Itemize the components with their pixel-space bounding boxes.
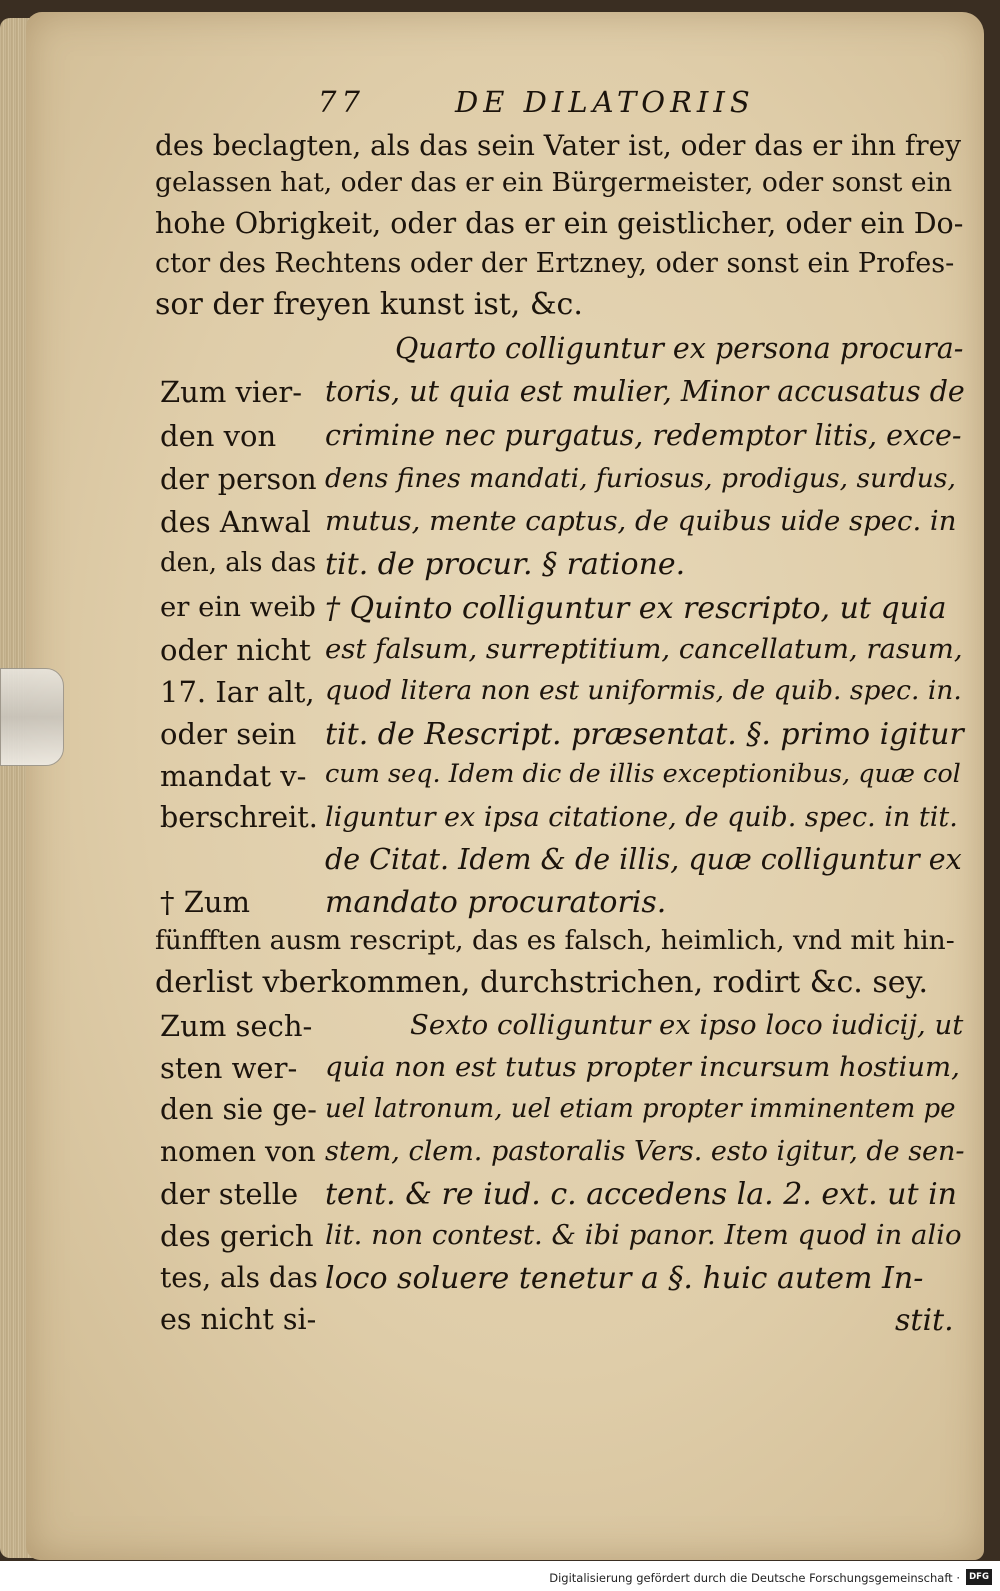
margin-note-line: sten wer- (160, 1051, 298, 1085)
text-line: crimine nec purgatus, redemptor litis, exce- (325, 419, 962, 452)
text-line: mandato procuratoris. (325, 885, 667, 920)
text-line: tit. de procur. § ratione. (325, 547, 686, 582)
text-line: de Citat. Idem & de illis, quæ colliguntur ex (325, 843, 962, 876)
text-line: hohe Obrigkeit, oder das er ein geistlicher, oder ein Do- (155, 207, 964, 240)
footer-credit: Digitalisierung gefördert durch die Deutsche Forschungsgemeinschaft · (549, 1571, 960, 1585)
margin-note-line: er ein weib (160, 591, 316, 623)
text-line: cum seq. Idem dic de illis exceptionibus, quæ col (325, 759, 961, 789)
text-line: loco soluere tenetur a §. huic autem In- (325, 1261, 924, 1296)
margin-note-line: oder sein (160, 717, 297, 751)
running-title: DE DILATORIIS (455, 85, 755, 119)
text-line: lit. non contest. & ibi panor. Item quod in alio (325, 1219, 962, 1251)
margin-note-line: berschreit. (160, 801, 318, 834)
margin-note-line: tes, als das (160, 1261, 318, 1294)
margin-note-line: 17. Iar alt, (160, 675, 315, 709)
text-line: stit. (895, 1303, 954, 1338)
text-line: quod litera non est uniformis, de quib. spec. in. (325, 675, 962, 706)
margin-note-line: oder nicht (160, 633, 311, 667)
text-line: tit. de Rescript. præsentat. §. primo igitur (325, 717, 964, 752)
text-line: ctor des Rechtens oder der Ertzney, oder sonst ein Profes- (155, 248, 955, 279)
text-line: mutus, mente captus, de quibus uide spec. in (325, 505, 957, 537)
margin-note-line: † Zum (160, 885, 251, 919)
text-line: tent. & re iud. c. accedens la. 2. ext. ut in (325, 1177, 957, 1212)
margin-note-line: den, als das (160, 548, 317, 578)
margin-note-line: des Anwal (160, 505, 311, 539)
margin-note-line: nomen von (160, 1135, 316, 1168)
footer-bar (0, 1561, 1000, 1591)
page-clip (0, 668, 64, 766)
text-line: quia non est tutus propter incursum hostium, (325, 1051, 960, 1083)
margin-note-line: Zum vier- (160, 375, 303, 409)
text-line: Quarto colliguntur ex persona procura- (395, 332, 964, 365)
text-line: stem, clem. pastoralis Vers. esto igitur, de sen- (325, 1136, 965, 1167)
margin-note-line: Zum sech- (160, 1009, 313, 1043)
text-line: uel latronum, uel etiam propter imminentem pe (325, 1094, 956, 1124)
margin-note-line: mandat v- (160, 759, 307, 793)
text-line: des beclagten, als das sein Vater ist, oder das er ihn frey (155, 129, 962, 162)
dfg-logo-icon: DFG (966, 1569, 992, 1585)
text-line: fünfften ausm rescript, das es falsch, heimlich, vnd mit hin- (155, 925, 955, 956)
margin-note-line: den sie ge- (160, 1093, 317, 1126)
margin-note-line: der person (160, 463, 317, 496)
text-line: derlist vberkommen, durchstrichen, rodirt &c. sey. (155, 965, 929, 1000)
text-line: toris, ut quia est mulier, Minor accusatus de (325, 375, 965, 408)
text-line: dens fines mandati, furiosus, prodigus, surdus, (325, 463, 956, 494)
text-line: Sexto colliguntur ex ipso loco iudicij, ut (410, 1009, 964, 1041)
page-number: 77 (318, 85, 365, 119)
margin-note-line: der stelle (160, 1177, 299, 1211)
margin-note-line: den von (160, 419, 277, 453)
text-line: sor der freyen kunst ist, &c. (155, 287, 583, 322)
text-line: † Quinto colliguntur ex rescripto, ut quia (325, 591, 947, 626)
text-line: liguntur ex ipsa citatione, de quib. spec. in tit. (325, 802, 958, 833)
text-line: gelassen hat, oder das er ein Bürgermeister, oder sonst ein (155, 167, 953, 198)
margin-note-line: es nicht si- (160, 1303, 317, 1336)
margin-note-line: des gerich (160, 1219, 314, 1253)
text-line: est falsum, surreptitium, cancellatum, rasum, (325, 633, 963, 665)
